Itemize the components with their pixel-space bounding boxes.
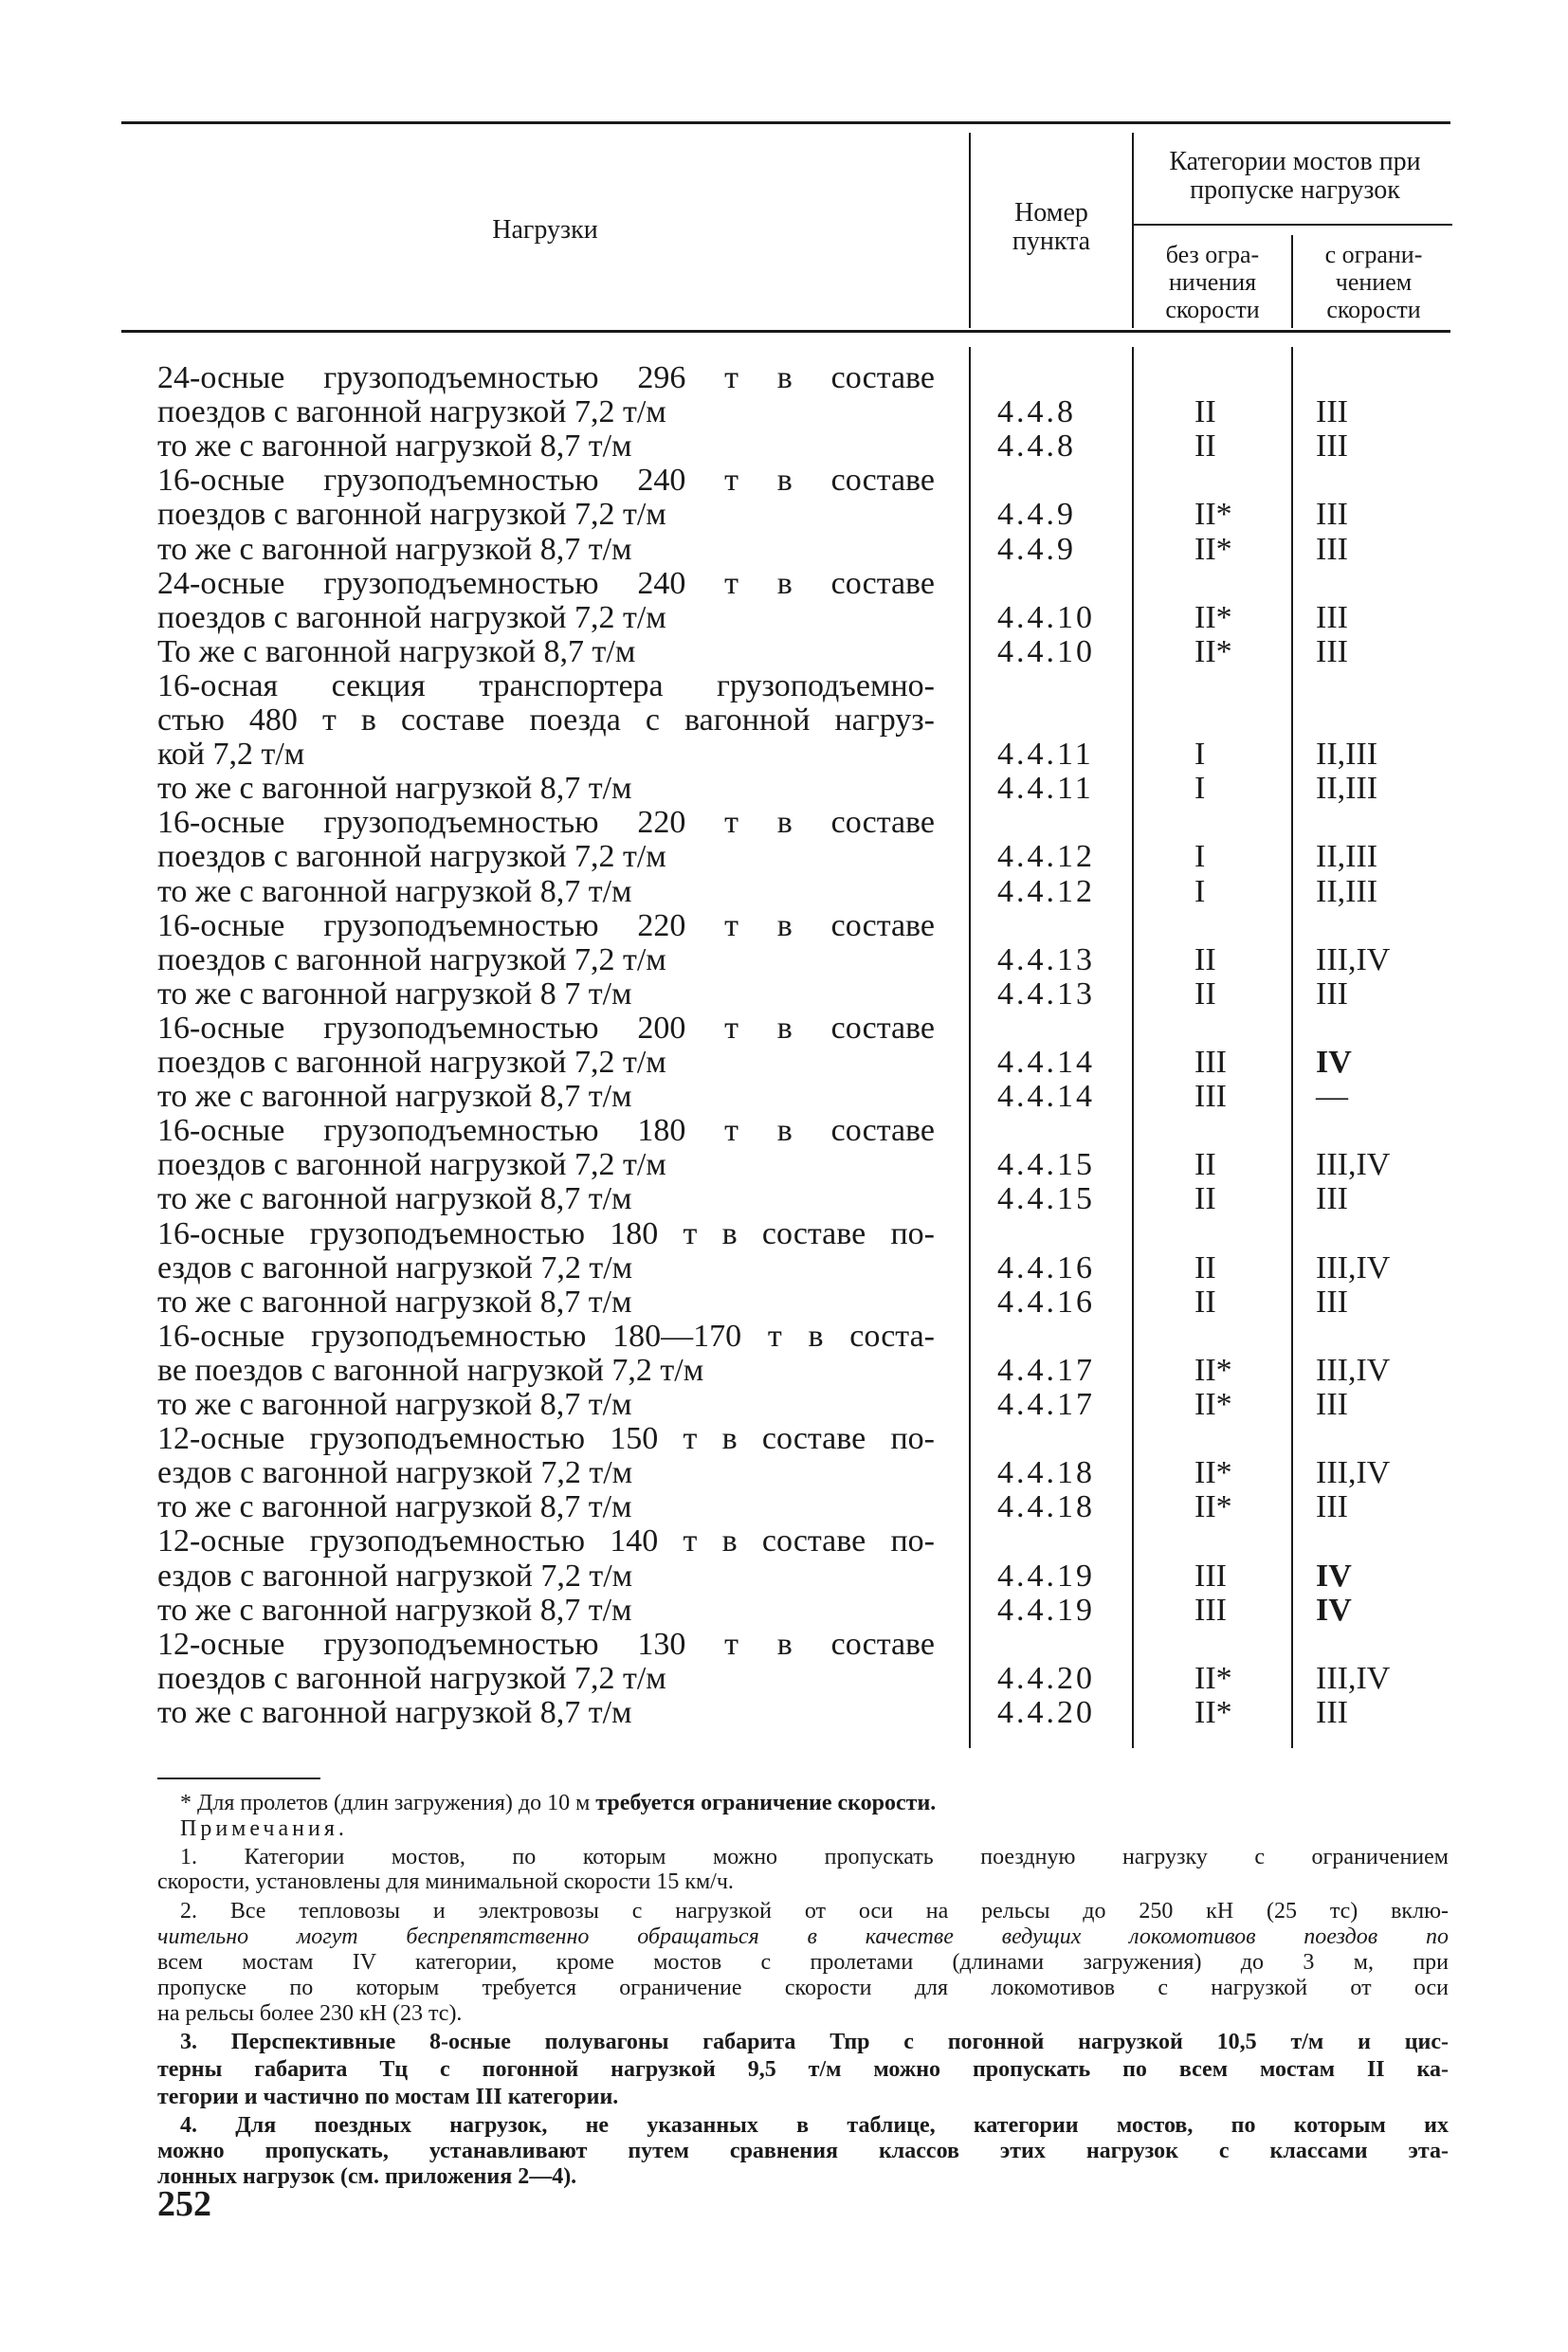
note-2-line-3: всем мостам IV категории, кроме мостов с пролетами (длинами загружения) до 3 м, при (157, 1950, 1449, 1975)
table-row (157, 875, 1447, 909)
table-row (157, 1456, 1447, 1490)
cell-category-no-limit: II (1194, 428, 1216, 464)
note-1-line-1: 1. Категории мостов, по которым можно пропускать поездную нагрузку с ограничением (180, 1845, 1449, 1869)
cell-item-number: 4.4.18 (997, 1489, 1095, 1524)
cell-load: 16-осные грузоподъемностью 200 т в составе (157, 1011, 935, 1046)
cell-load: поездов с вагонной нагрузкой 7,2 т/м (157, 1045, 666, 1080)
table-row (157, 533, 1447, 567)
cell-category-no-limit: III (1194, 1593, 1227, 1628)
cell-category-with-limit: II,III (1316, 771, 1378, 806)
table-row (157, 395, 1447, 429)
cell-category-with-limit: III (1316, 394, 1348, 429)
cell-load: ездов с вагонной нагрузкой 7,2 т/м (157, 1455, 633, 1490)
table-row (157, 635, 1447, 669)
cell-category-with-limit: IV (1316, 1045, 1352, 1080)
cell-category-with-limit: IV (1316, 1559, 1352, 1594)
footnote-rule (157, 1778, 320, 1779)
cell-item-number: 4.4.14 (997, 1045, 1095, 1080)
cell-category-no-limit: II* (1194, 497, 1232, 532)
cell-category-no-limit: I (1194, 839, 1206, 874)
cell-load: то же с вагонной нагрузкой 8,7 т/м (157, 771, 632, 806)
cell-item-number: 4.4.19 (997, 1559, 1095, 1594)
note-3-line-1: 3. Перспективные 8-осные полувагоны габарита Тпр с погонной нагрузкой 10,5 т/м и цис- (180, 2030, 1449, 2054)
cell-item-number: 4.4.20 (997, 1661, 1095, 1696)
note-4-line-3: лонных нагрузок (см. приложения 2—4). (157, 2164, 577, 2189)
cell-item-number: 4.4.12 (997, 874, 1095, 909)
cell-category-no-limit: I (1194, 771, 1206, 806)
table-row (157, 669, 1447, 703)
cell-category-with-limit: III (1316, 497, 1348, 532)
table-row (157, 1251, 1447, 1285)
cell-item-number: 4.4.11 (997, 737, 1094, 772)
cell-load: кой 7,2 т/м (157, 737, 305, 772)
column-header-number (973, 199, 1130, 256)
cell-load: то же с вагонной нагрузкой 8,7 т/м (157, 1079, 632, 1114)
column-header-categories (1136, 148, 1454, 205)
cell-item-number: 4.4.20 (997, 1695, 1095, 1730)
cell-load: то же с вагонной нагрузкой 8,7 т/м (157, 1695, 632, 1730)
table-top-rule (121, 121, 1450, 124)
cell-item-number: 4.4.18 (997, 1455, 1095, 1490)
cell-load: стью 480 т в составе поезда с вагонной нагруз- (157, 702, 935, 738)
cell-category-no-limit: II* (1194, 634, 1232, 669)
cell-category-no-limit: II (1194, 1181, 1216, 1216)
cell-category-no-limit: II* (1194, 1661, 1232, 1696)
cell-load: ездов с вагонной нагрузкой 7,2 т/м (157, 1559, 633, 1594)
cell-load: то же с вагонной нагрузкой 8,7 т/м (157, 1387, 632, 1422)
table-row (157, 806, 1447, 840)
cell-category-no-limit: II* (1194, 1489, 1232, 1524)
column-header-categories-line2: пропуске нагрузок (1190, 175, 1400, 205)
cell-load: 12-осные грузоподъемностью 130 т в составе (157, 1627, 935, 1662)
column-header-no-limit-line2: ничения (1168, 268, 1257, 296)
table-row (157, 977, 1447, 1012)
column-header-loads: Нагрузки (492, 215, 598, 245)
cell-load: 16-осные грузоподъемностью 180 т в составе по- (157, 1216, 935, 1251)
table-row (157, 1559, 1447, 1594)
table-row (157, 1490, 1447, 1524)
cell-item-number: 4.4.8 (997, 394, 1076, 429)
cell-load: то же с вагонной нагрузкой 8,7 т/м (157, 428, 632, 464)
footnote-asterisk-text: * Для пролетов (длин загружения) до 10 м (180, 1791, 596, 1815)
cell-category-no-limit: II* (1194, 1695, 1232, 1730)
table-row (157, 909, 1447, 943)
cell-category-with-limit: IV (1316, 1593, 1352, 1628)
cell-item-number: 4.4.10 (997, 634, 1095, 669)
note-2-line-5: на рельсы более 230 кН (23 тс). (157, 2001, 463, 2026)
cell-load: 16-осная секция транспортера грузоподъемно- (157, 668, 935, 703)
cell-load: то же с вагонной нагрузкой 8 7 т/м (157, 976, 632, 1012)
cell-category-with-limit: III,IV (1316, 1455, 1391, 1490)
cell-category-with-limit: III,IV (1316, 1661, 1391, 1696)
cell-category-no-limit: II* (1194, 532, 1232, 567)
note-3-line-2: терны габарита Тц с погонной нагрузкой 9,5 т/м можно пропускать по всем мостам II ка- (157, 2057, 1449, 2082)
note-4-line-1: 4. Для поездных нагрузок, не указанных в таблице, категории мостов, по которым их (180, 2113, 1449, 2138)
cell-category-with-limit: III,IV (1316, 1250, 1391, 1285)
table-row (157, 1182, 1447, 1216)
table-row (157, 1696, 1447, 1730)
column-header-with-limit-line1: с ограни- (1324, 241, 1423, 268)
column-header-no-limit-line3: скорости (1165, 296, 1260, 323)
column-header-with-limit (1295, 241, 1452, 323)
cell-item-number: 4.4.9 (997, 497, 1076, 532)
cell-item-number: 4.4.13 (997, 942, 1095, 977)
cell-item-number: 4.4.8 (997, 428, 1076, 464)
cell-category-with-limit: III (1316, 634, 1348, 669)
cell-category-with-limit: III (1316, 1695, 1348, 1730)
cell-category-with-limit: III (1316, 1181, 1348, 1216)
cell-load: 16-осные грузоподъемностью 180—170 т в соста- (157, 1319, 935, 1354)
cell-load: поездов с вагонной нагрузкой 7,2 т/м (157, 1661, 666, 1696)
table-row (157, 772, 1447, 806)
cell-category-with-limit: III (1316, 976, 1348, 1012)
cell-item-number: 4.4.12 (997, 839, 1095, 874)
table-row (157, 1388, 1447, 1422)
cell-load: 12-осные грузоподъемностью 150 т в составе по- (157, 1421, 935, 1456)
cell-category-no-limit: II (1194, 942, 1216, 977)
cell-load: поездов с вагонной нагрузкой 7,2 т/м (157, 394, 666, 429)
cell-item-number: 4.4.16 (997, 1285, 1095, 1320)
cell-category-with-limit: III (1316, 1387, 1348, 1422)
cell-load: 12-осные грузоподъемностью 140 т в составе по- (157, 1523, 935, 1559)
cell-category-no-limit: II* (1194, 1353, 1232, 1388)
cell-category-with-limit: III (1316, 428, 1348, 464)
cell-category-no-limit: III (1194, 1559, 1227, 1594)
footnote-asterisk (180, 1791, 936, 1816)
table-row (157, 498, 1447, 532)
cell-category-no-limit: II (1194, 1147, 1216, 1182)
table-row (157, 1114, 1447, 1148)
cell-category-no-limit: I (1194, 737, 1206, 772)
cell-category-with-limit: III (1316, 1489, 1348, 1524)
note-1-line-2: скорости, установлены для минимальной скорости 15 км/ч. (157, 1869, 734, 1894)
cell-category-no-limit: I (1194, 874, 1206, 909)
cell-category-no-limit: II (1194, 394, 1216, 429)
table-row (157, 943, 1447, 977)
cell-load: поездов с вагонной нагрузкой 7,2 т/м (157, 600, 666, 635)
cell-load: 24-осные грузоподъемностью 296 т в составе (157, 360, 935, 395)
cell-item-number: 4.4.16 (997, 1250, 1095, 1285)
cell-load: поездов с вагонной нагрузкой 7,2 т/м (157, 1147, 666, 1182)
cell-load: ездов с вагонной нагрузкой 7,2 т/м (157, 1250, 633, 1285)
cell-load: поездов с вагонной нагрузкой 7,2 т/м (157, 497, 666, 532)
note-2-line-1: 2. Все тепловозы и электровозы с нагрузкой от оси на рельсы до 250 кН (25 тс) вклю- (180, 1899, 1449, 1924)
cell-category-no-limit: III (1194, 1045, 1227, 1080)
footnote-asterisk-bold: требуется ограничение скорости. (595, 1791, 937, 1815)
column-header-number-line2: пункта (1012, 227, 1091, 256)
cell-load: 16-осные грузоподъемностью 180 т в составе (157, 1113, 935, 1148)
cell-category-with-limit: II,III (1316, 839, 1378, 874)
cell-category-no-limit: II* (1194, 1387, 1232, 1422)
cell-load: поездов с вагонной нагрузкой 7,2 т/м (157, 839, 666, 874)
cell-load: то же с вагонной нагрузкой 8,7 т/м (157, 1181, 632, 1216)
table-row (157, 567, 1447, 601)
table-row (157, 1662, 1447, 1696)
page-number: 252 (157, 2184, 211, 2224)
cell-category-no-limit: II* (1194, 600, 1232, 635)
cell-load: то же с вагонной нагрузкой 8,7 т/м (157, 1593, 632, 1628)
cell-load: То же с вагонной нагрузкой 8,7 т/м (157, 634, 636, 669)
note-4-line-2: можно пропускать, устанавливают путем сравнения классов этих нагрузок с классами эта- (157, 2139, 1449, 2163)
header-sub-rule (1134, 224, 1452, 226)
cell-item-number: 4.4.11 (997, 771, 1094, 806)
cell-load: то же с вагонной нагрузкой 8,7 т/м (157, 874, 632, 909)
header-divider-3 (1291, 235, 1293, 328)
table-row (157, 429, 1447, 464)
cell-category-with-limit: III (1316, 1285, 1348, 1320)
cell-load: то же с вагонной нагрузкой 8,7 т/м (157, 1489, 632, 1524)
table-row (157, 1422, 1447, 1456)
table-row (157, 1320, 1447, 1354)
table-row (157, 601, 1447, 635)
cell-item-number: 4.4.19 (997, 1593, 1095, 1628)
cell-category-with-limit: III (1316, 532, 1348, 567)
table-row (157, 1524, 1447, 1559)
notes-title: Примечания. (180, 1816, 348, 1841)
header-divider-1 (969, 133, 971, 328)
column-header-with-limit-line2: чением (1335, 268, 1413, 296)
cell-item-number: 4.4.13 (997, 976, 1095, 1012)
table-row (157, 703, 1447, 738)
header-bottom-rule (121, 330, 1450, 333)
cell-category-with-limit: III,IV (1316, 1353, 1391, 1388)
table-row (157, 1285, 1447, 1320)
table-row (157, 361, 1447, 395)
cell-item-number: 4.4.17 (997, 1353, 1095, 1388)
cell-category-no-limit: II (1194, 976, 1216, 1012)
cell-category-no-limit: II (1194, 1250, 1216, 1285)
table-row (157, 1046, 1447, 1080)
table-row (157, 1594, 1447, 1628)
table-row (157, 1354, 1447, 1388)
column-header-with-limit-line3: скорости (1326, 296, 1421, 323)
table-row (157, 1080, 1447, 1114)
table-row (157, 738, 1447, 772)
cell-load: 24-осные грузоподъемностью 240 т в составе (157, 566, 935, 601)
cell-item-number: 4.4.9 (997, 532, 1076, 567)
cell-category-no-limit: II* (1194, 1455, 1232, 1490)
cell-item-number: 4.4.15 (997, 1181, 1095, 1216)
cell-category-with-limit: — (1316, 1079, 1348, 1114)
cell-item-number: 4.4.17 (997, 1387, 1095, 1422)
cell-category-with-limit: II,III (1316, 874, 1378, 909)
cell-category-no-limit: III (1194, 1079, 1227, 1114)
table-row (157, 1148, 1447, 1182)
cell-load: ве поездов с вагонной нагрузкой 7,2 т/м (157, 1353, 704, 1388)
cell-load: 16-осные грузоподъемностью 220 т в составе (157, 908, 935, 943)
cell-load: 16-осные грузоподъемностью 240 т в составе (157, 463, 935, 498)
cell-category-with-limit: II,III (1316, 737, 1378, 772)
column-header-no-limit (1136, 241, 1289, 323)
cell-item-number: 4.4.14 (997, 1079, 1095, 1114)
column-header-categories-line1: Категории мостов при (1169, 147, 1421, 176)
cell-category-with-limit: III (1316, 600, 1348, 635)
column-header-number-line1: Номер (1014, 198, 1088, 228)
cell-load: 16-осные грузоподъемностью 220 т в составе (157, 805, 935, 840)
table-row (157, 1628, 1447, 1662)
cell-item-number: 4.4.15 (997, 1147, 1095, 1182)
cell-category-with-limit: III,IV (1316, 1147, 1391, 1182)
cell-item-number: 4.4.10 (997, 600, 1095, 635)
cell-load: поездов с вагонной нагрузкой 7,2 т/м (157, 942, 666, 977)
cell-load: то же с вагонной нагрузкой 8,7 т/м (157, 1285, 632, 1320)
cell-category-with-limit: III,IV (1316, 942, 1391, 977)
cell-category-no-limit: II (1194, 1285, 1216, 1320)
column-header-no-limit-line1: без огра- (1165, 241, 1260, 268)
note-2-line-4: пропуске по которым требуется ограничение скорости для локомотивов с нагрузкой от оси (157, 1976, 1449, 2000)
table-row (157, 1217, 1447, 1251)
table-row (157, 464, 1447, 498)
note-2-line-2: чительно могут беспрепятственно обращаться в качестве ведущих локомотивов поездов по (157, 1924, 1449, 1949)
note-3-line-3: тегории и частично по мостам III категории. (157, 2085, 619, 2109)
table-row (157, 840, 1447, 874)
cell-load: то же с вагонной нагрузкой 8,7 т/м (157, 532, 632, 567)
header-divider-2 (1132, 133, 1134, 328)
table-row (157, 1012, 1447, 1046)
